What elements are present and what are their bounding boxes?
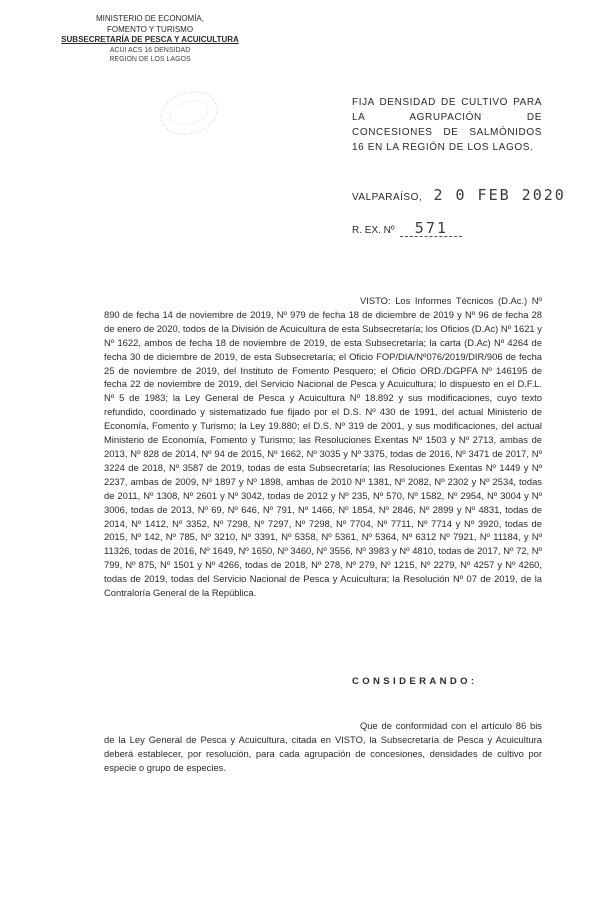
faded-seal-stamp <box>156 85 223 141</box>
ministry-name: MINISTERIO DE ECONOMÍA, <box>95 14 204 23</box>
rex-number: 571 <box>400 220 462 237</box>
rex-label: R. EX. Nº <box>352 225 395 236</box>
letterhead <box>50 14 250 65</box>
region-label: REGION DE LOS LAGOS <box>109 56 191 63</box>
date-line <box>352 186 566 204</box>
place-label: VALPARAÍSO, <box>352 192 423 203</box>
resolution-number-line <box>352 220 462 237</box>
ministry-name-2: FOMENTO Y TURISMO <box>106 24 194 34</box>
document-title: FIJA DENSIDAD DE CULTIVO PARA LA AGRUPACIÓN DE CONCESIONES DE SALMÓNIDOS 16 EN LA REGIÓN DE LOS LAGOS. <box>352 97 542 153</box>
file-code: ACUI ACS 16 DENSIDAD <box>109 46 191 54</box>
visto-paragraph: VISTO: Los Informes Técnicos (D.Ac.) Nº 890 de fecha 14 de noviembre de 2019, Nº 979 de fecha 18 de diciembre de 2019 y Nº 96 de fecha 28 de enero de 2020, todos de la División de Acuicultura de esta Subsecretaría; los Oficios (D.Ac) Nº 1621 y Nº 1622, ambos de fecha 18 de noviembre de 2019, de esta Subsecretaría; la carta (D.Ac) Nº 4264 de fecha 30 de diciembre de 2019, de esta Subsecretaría; el Oficio FOP/DIA/Nº076/2019/DIR/906 de fecha 25 de noviembre de 2019, del Instituto de Fomento Pesquero; el Oficio ORD./DGPFA Nº 146195 de fecha 22 de noviembre de 2019, del Servicio Nacional de Pesca y Acuicultura; lo dispuesto en el D.F.L. Nº 5 de 1983; la Ley General de Pesca y Acuicultura Nº 18.892 y sus modificaciones, cuyo texto refundido, coordinado y sistematizado fue fijado por el D.S. Nº 430 de 1991, del actual Ministerio de Economía, Fomento y Turismo; la Ley 19.880; el D.S. Nº 319 de 2001, y sus modificaciones, del actual Ministerio de Economía, Fomento y Turismo; las Resoluciones Exentas Nº 1503 y Nº 2713, ambas de 2013, Nº 828 de 2014, Nº 94 de 2015, Nº 1662, Nº 3035 y Nº 3375, todas de 2016, Nº 3471 de 2017, Nº 3224 de 2018, Nº 3587 de 2019, todas de esta Subsecretaría; las Resoluciones Exentas Nº 1449 y Nº 2237, ambas de 2009, Nº 1897 y Nº 1898, ambas de 2010 Nº 1381, Nº 2082, Nº 2302 y Nº 2534, todas de 2011, Nº 1308, Nº 2601 y Nº 3042, todas de 2012 y Nº 235, Nº 570, Nº 1582, Nº 2954, Nº 3004 y Nº 3006, todas de 2013, Nº 69, Nº 646, Nº 791, Nº 1466, Nº 1854, Nº 2846, Nº 2899 y Nº 4831, todas de 2014, Nº 1412, Nº 3352, Nº 7298, Nº 7297, Nº 7298, Nº 7704, Nº 7711, Nº 7714 y Nº 3920, todas de 2015, Nº 142, Nº 785, Nº 3210, Nº 3391, Nº 5358, Nº 5361, Nº 5364, Nº 6312 Nº 7921, Nº 11184, y Nº 11326, todas de 2016, Nº 1649, Nº 1650, Nº 3460, Nº 3556, Nº 3983 y Nº 4810, todas de 2017, Nº 72, Nº 799, Nº 875, Nº 1501 y Nº 4266, todas de 2018, Nº 278, Nº 279, Nº 1215, Nº 2279, Nº 4257 y Nº 4260, todas de 2019, todas del Servicio Nacional de Pesca y Acuicultura; la Resolución Nº 07 de 2019, de la Contraloría General de la República. <box>104 295 542 599</box>
considerando-heading: CONSIDERANDO: <box>352 676 478 687</box>
undersecretary-name: SUBSECRETARÍA DE PESCA Y ACUICULTURA <box>61 35 239 44</box>
considerando-paragraph: Que de conformidad con el artículo 86 bis de la Ley General de Pesca y Acuicultura, citada en VISTO, la Subsecretaría de Pesca y Acuicultura deberá establecer, por resolución, para cada agrupación de concesiones, densidades de cultivo por especie o grupo de especies. <box>104 720 542 773</box>
date-stamp: 2 0 FEB 2020 <box>433 186 566 204</box>
